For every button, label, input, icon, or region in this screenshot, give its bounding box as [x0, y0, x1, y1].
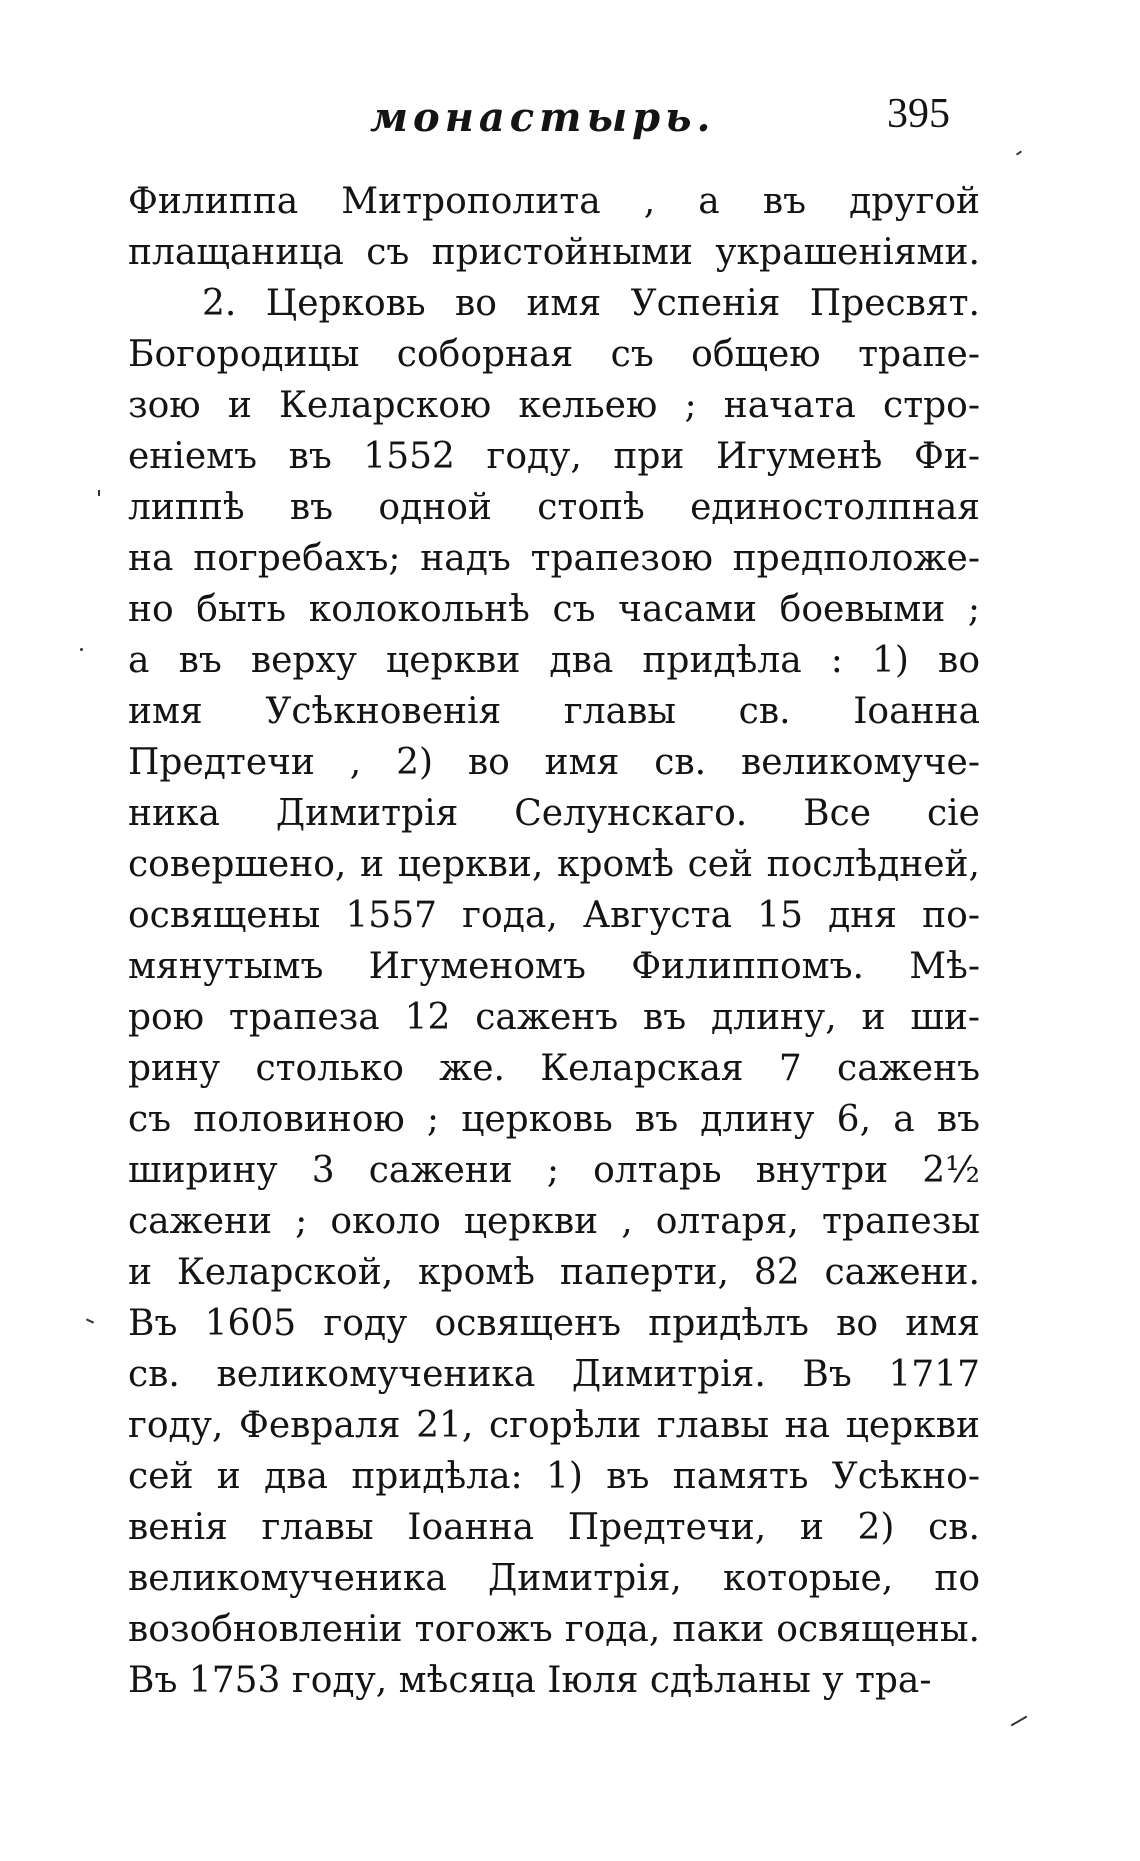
text-line: рою трапеза 12 саженъ въ длину, и ши-: [128, 997, 980, 1038]
text-line: году, Февраля 21, сгорѣли главы на церкви: [128, 1405, 980, 1446]
scan-speck: [86, 1318, 94, 1323]
text-line: сей и два придѣла: 1) въ память Усѣкно-: [128, 1456, 980, 1497]
text-line: имя Усѣкновенія главы св. Іоанна: [128, 691, 980, 732]
page-number: 395: [887, 91, 950, 137]
text-line: плащаница съ пристойными украшеніями.: [128, 232, 980, 273]
text-line: ника Димитрія Селунскаго. Все сіе: [128, 793, 980, 834]
text-line: съ половиною ; церковь въ длину 6, а въ: [128, 1099, 980, 1140]
text-line: еніемъ въ 1552 году, при Игуменѣ Фи-: [128, 436, 980, 477]
text-line: ширину 3 сажени ; олтарь внутри 2½: [128, 1150, 980, 1191]
text-line: венія главы Іоанна Предтечи, и 2) св.: [128, 1507, 980, 1548]
text-line: на погребахъ; надъ трапезою предположе-: [128, 538, 980, 579]
text-line: освящены 1557 года, Августа 15 дня по-: [128, 895, 980, 936]
page-header: [370, 91, 950, 154]
text-line: сажени ; около церкви , олтаря, трапезы: [128, 1201, 980, 1242]
text-line: св. великомученика Димитрія. Въ 1717: [128, 1354, 980, 1395]
scan-speck: [98, 490, 100, 496]
text-line: липпѣ въ одной стопѣ единостолпная: [128, 487, 980, 528]
scan-speck: [1011, 1716, 1028, 1727]
body-text: [128, 176, 980, 1706]
text-line: мянутымъ Игуменомъ Филиппомъ. Мѣ-: [128, 946, 980, 987]
text-line: великомученика Димитрія, которые, по: [128, 1558, 980, 1599]
text-line: Въ 1753 году, мѣсяца Іюля сдѣланы у тра-: [128, 1660, 932, 1701]
text-line: Филиппа Митрополита , а въ другой: [128, 181, 980, 222]
text-line: 2. Церковь во имя Успенія Пресвят.: [202, 283, 980, 324]
text-line: совершено, и церкви, кромѣ сей послѣдней,: [128, 844, 980, 885]
text-line: Предтечи , 2) во имя св. великомуче-: [128, 742, 980, 783]
text-line: но быть колокольнѣ съ часами боевыми ;: [128, 589, 980, 630]
text-line: зою и Келарскою кельею ; начата стро-: [128, 385, 980, 426]
scan-speck: [1016, 150, 1022, 155]
text-line: рину столько же. Келарская 7 саженъ: [128, 1048, 980, 1089]
scan-speck: [80, 648, 83, 651]
running-title: монастырь.: [370, 94, 716, 141]
text-line: Богородицы соборная съ общею трапе-: [128, 334, 980, 375]
text-line: а въ верху церкви два придѣла : 1) во: [128, 640, 980, 681]
text-line: и Келарской, кромѣ паперти, 82 сажени.: [128, 1252, 980, 1293]
text-line: возобновленіи тогожъ года, паки освящены.: [128, 1609, 980, 1650]
text-line: Въ 1605 году освященъ придѣлъ во имя: [128, 1303, 980, 1344]
